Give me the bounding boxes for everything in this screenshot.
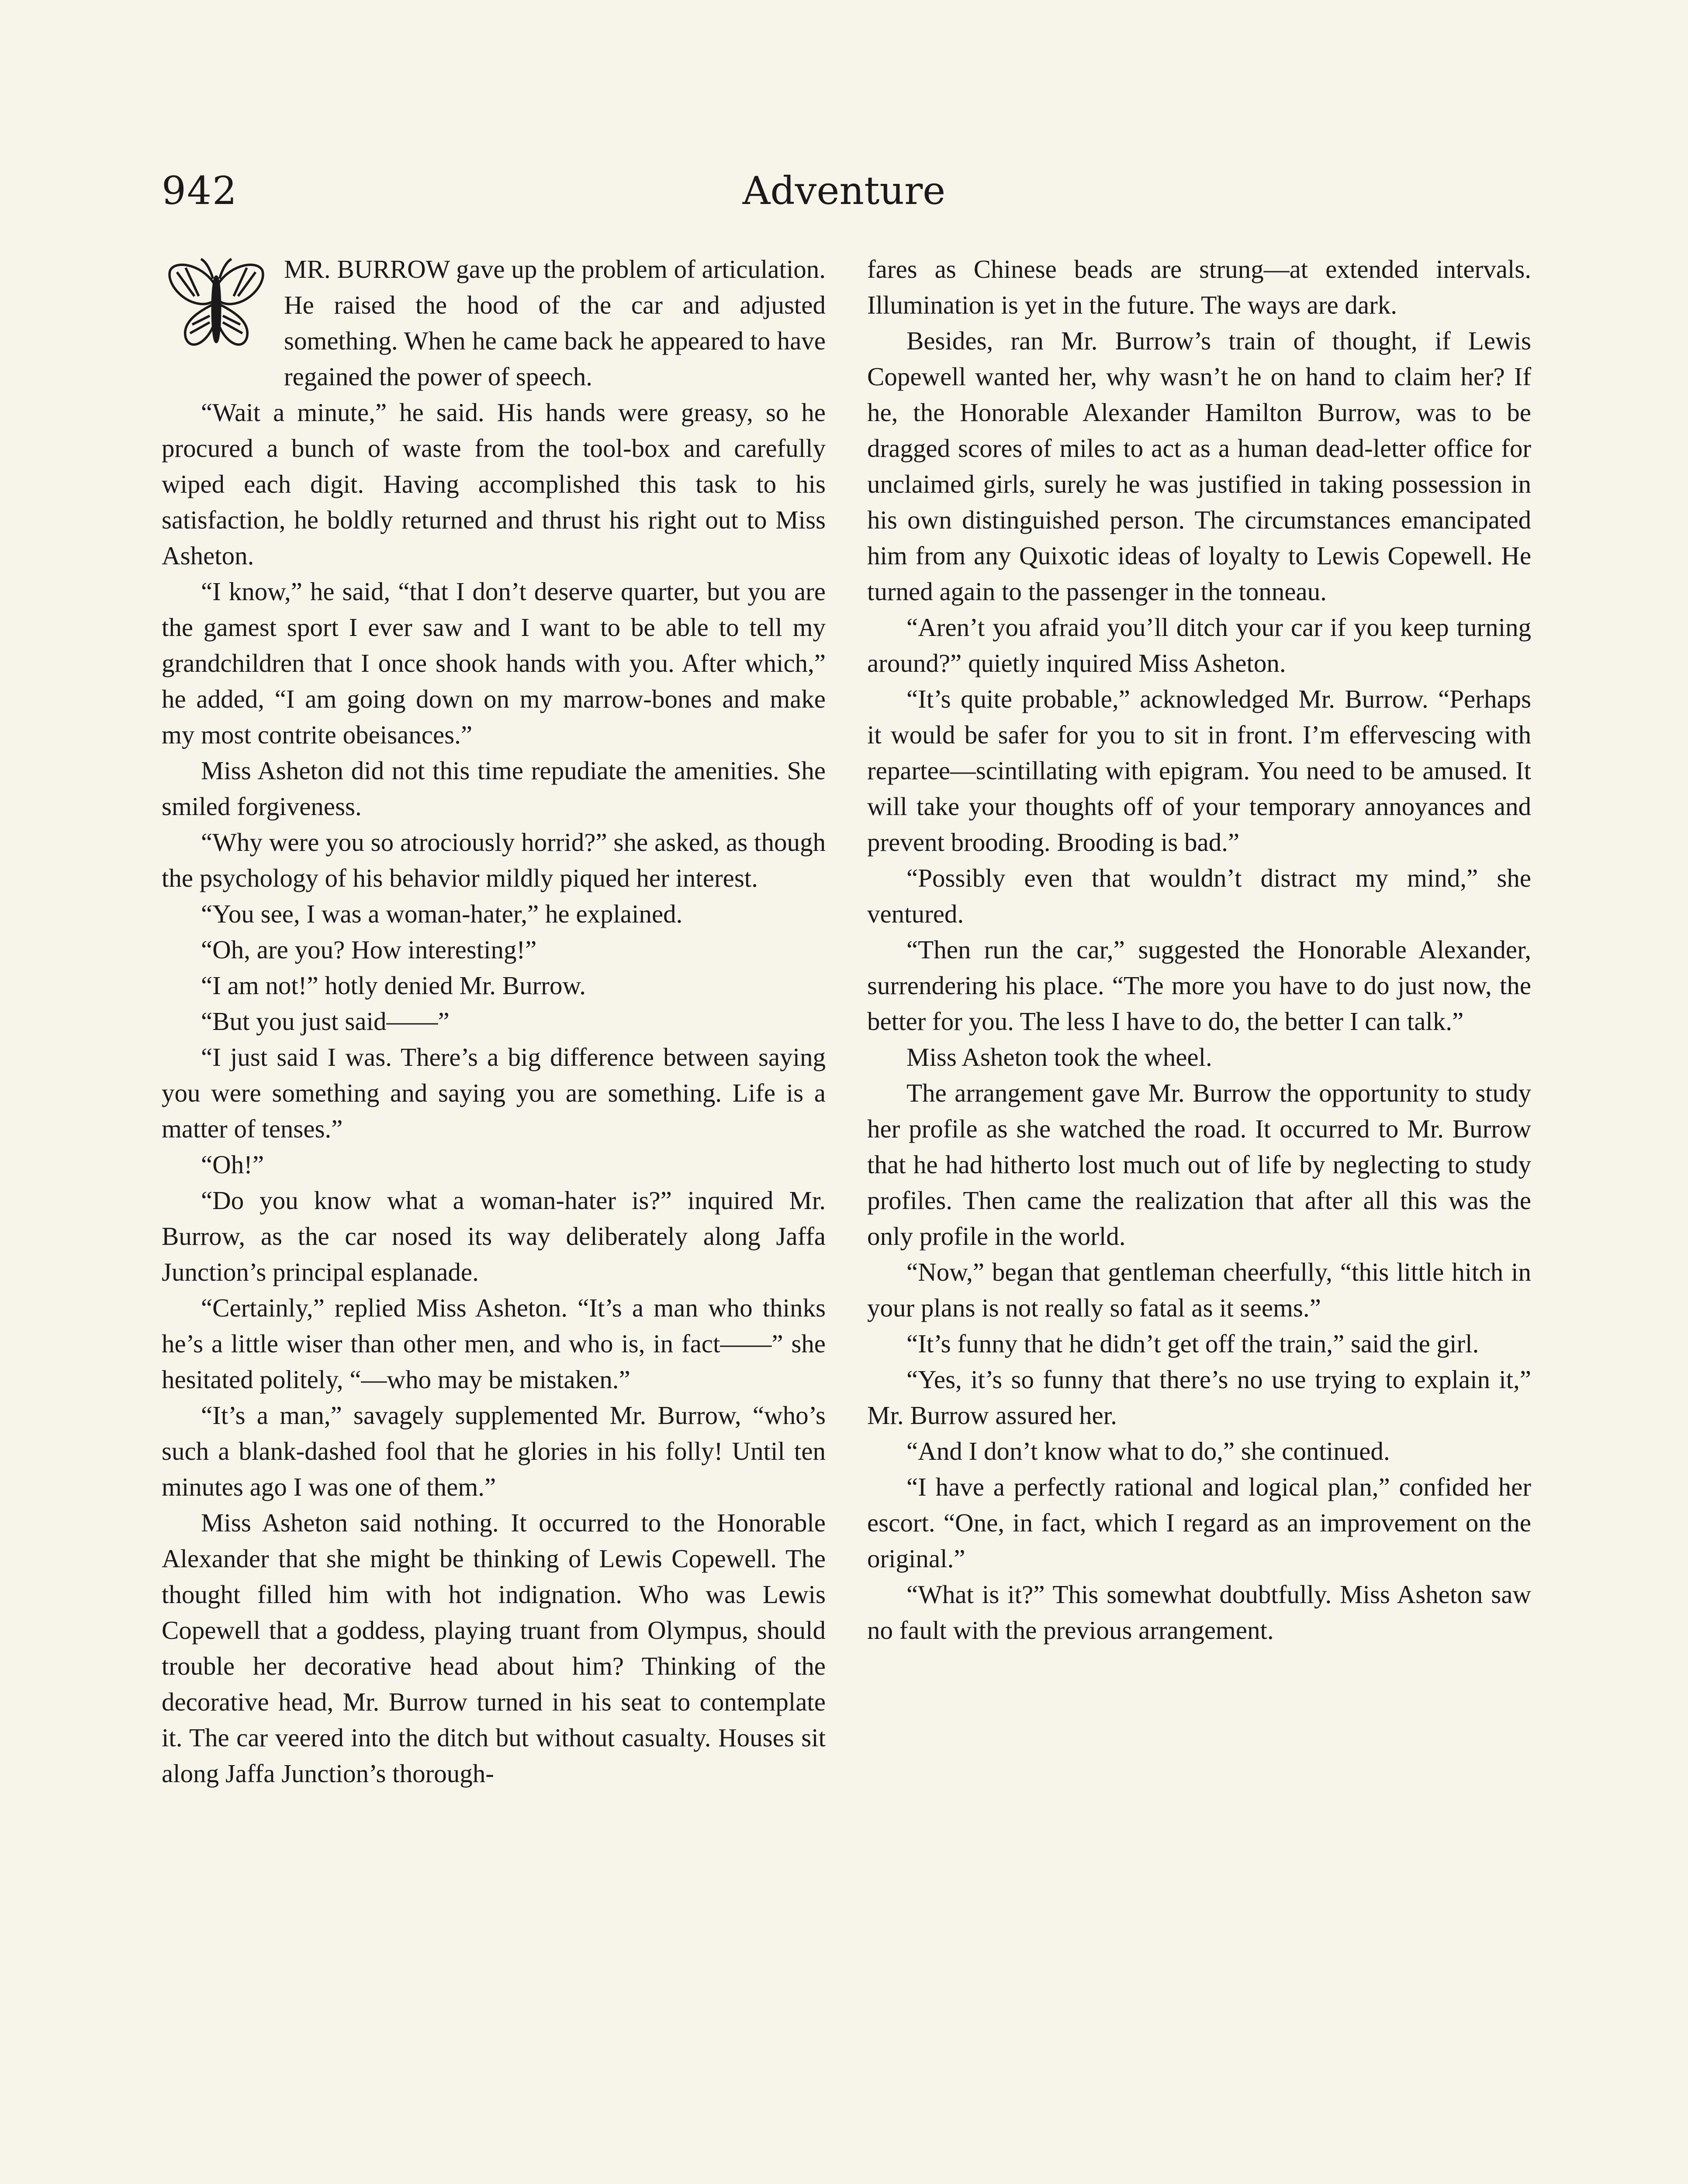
paragraph: “Yes, it’s so funny that there’s no use trying to explain it,” Mr. Burrow assured her. (867, 1365, 1531, 1430)
running-title: Adventure (742, 168, 946, 213)
page-number: 942 (162, 168, 238, 213)
paragraph: “Then run the car,” suggested the Honorable Alexander, surrendering his place. “The more you have to do just now, the better for you. The less I have to do, the better I can talk.” (867, 935, 1531, 1036)
paragraph: “But you just said——” (201, 1007, 450, 1036)
paragraph: “I know,” he said, “that I don’t deserve quarter, but you are the gamest sport I ever saw and I want to be able to tell my grandchildren that I once shook hands with you. After which,” he added, “I am going down on my marrow-bones and make my most contrite obeisances.” (162, 577, 826, 749)
paragraph-continued: fares as Chinese beads are strung—at extended intervals. Illumination is yet in the future. The ways are dark. (867, 255, 1531, 319)
paragraph: “Oh!” (201, 1150, 264, 1179)
paragraph: “Possibly even that wouldn’t distract my mind,” she ventured. (867, 864, 1531, 928)
paragraph: “Now,” began that gentleman cheerfully, “this little hitch in your plans is not really so fatal as it seems.” (867, 1258, 1531, 1322)
paragraph: “Why were you so atrociously horrid?” she asked, as though the psychology of his behavior mildly piqued her interest. (162, 828, 826, 892)
paragraph: Besides, ran Mr. Burrow’s train of thought, if Lewis Copewell wanted her, why wasn’t he on hand to claim her? If he, the Honorable Alexander Hamilton Burrow, was to be dragged scores of miles to act as a human dead-letter office for unclaimed girls, surely he was justified in taking possession in his own distinguished person. The circumstances emancipated him from any Quixotic ideas of loyalty to Lewis Copewell. He turned again to the passenger in the tonneau. (867, 326, 1531, 606)
paragraph: “I am not!” hotly denied Mr. Burrow. (201, 971, 586, 1000)
paragraph-text: MR. BURROW gave up the problem of articulation. He raised the hood of the car and adjusted something. When he came back he appeared to have regained the power of speech. (284, 255, 826, 391)
paragraph: “Oh, are you? How interesting!” (201, 935, 537, 964)
butterfly-icon (162, 255, 271, 364)
text-column-right (867, 251, 1531, 2184)
paragraph: “I just said I was. There’s a big difference between saying you were something and saying you are something. Life is a matter of tenses.” (162, 1043, 826, 1143)
paragraph: “What is it?” This somewhat doubtfully. Miss Asheton saw no fault with the previous arrangement. (867, 1580, 1531, 1645)
paragraph: “Certainly,” replied Miss Asheton. “It’s a man who thinks he’s a little wiser than other men, and who is, in fact——” she hesitated politely, “—who may be mistaken.” (162, 1293, 826, 1394)
paragraph: The arrangement gave Mr. Burrow the opportunity to study her profile as she watched the road. It occurred to Mr. Burrow that he had hitherto lost much out of life by neglecting to study profiles. Then came the realization that after all this was the only profile in the world. (867, 1078, 1531, 1251)
paragraph: “It’s a man,” savagely supplemented Mr. Burrow, “who’s such a blank-dashed fool that he glories in his folly! Until ten minutes ago I was one of them.” (162, 1401, 826, 1501)
paragraph: Miss Asheton did not this time repudiate the amenities. She smiled forgiveness. (162, 756, 826, 821)
paragraph: “You see, I was a woman-hater,” he explained. (201, 899, 683, 928)
paragraph: “It’s quite probable,” acknowledged Mr. Burrow. “Perhaps it would be safer for you to sit in front. I’m effervescing with repartee—scintillating with epigram. You need to be amused. It will take your thoughts off of your temporary annoyances and prevent brooding. Brooding is bad.” (867, 684, 1531, 857)
paragraph: “Aren’t you afraid you’ll ditch your car if you keep turning around?” quietly inquired Miss Asheton. (867, 613, 1531, 677)
paragraph: “And I don’t know what to do,” she continued. (906, 1437, 1390, 1465)
paragraph: “I have a perfectly rational and logical plan,” confided her escort. “One, in fact, which I regard as an improvement on the original.” (867, 1472, 1531, 1573)
paragraph: “Do you know what a woman-hater is?” inquired Mr. Burrow, as the car nosed its way deliberately along Jaffa Junction’s principal esplanade. (162, 1186, 826, 1286)
text-column-left (162, 251, 826, 2184)
paragraph: “Wait a minute,” he said. His hands were greasy, so he procured a bunch of waste from the tool-box and carefully wiped each digit. Having accomplished this task to his satisfaction, he boldly returned and thrust his right out to Miss Asheton. (162, 398, 826, 570)
paragraph: Miss Asheton said nothing. It occurred to the Honorable Alexander that she might be thinking of Lewis Copewell. The thought filled him with hot indignation. Who was Lewis Copewell that a goddess, playing truant from Olympus, should trouble her decorative head about him? Thinking of the decorative head, Mr. Burrow turned in his seat to contemplate it. The car veered into the ditch but without casualty. Houses sit along Jaffa Junction’s thorough- (162, 1508, 826, 1788)
paragraph: “It’s funny that he didn’t get off the train,” said the girl. (906, 1329, 1479, 1358)
paragraph: Miss Asheton took the wheel. (906, 1043, 1212, 1071)
